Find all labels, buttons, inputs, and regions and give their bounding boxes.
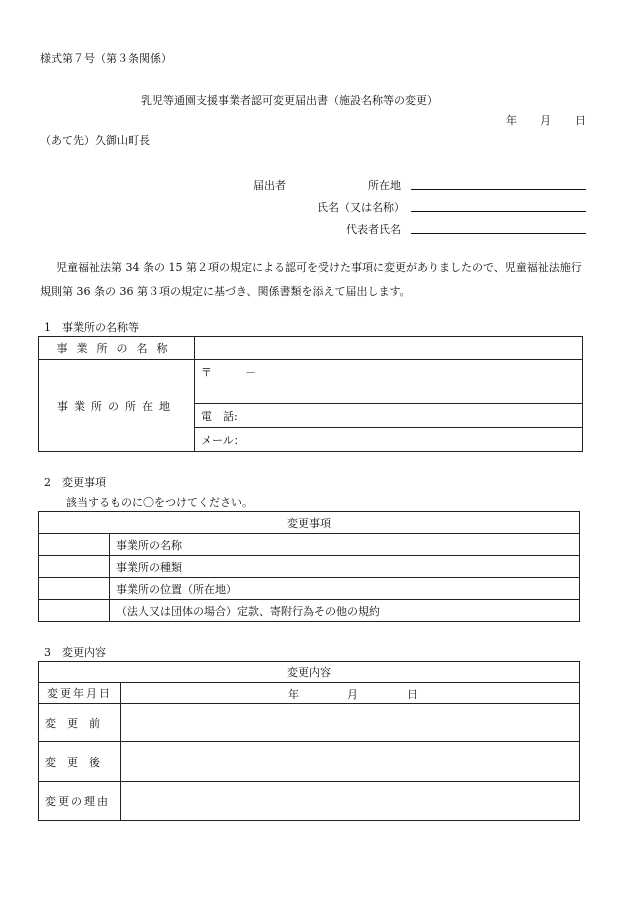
date-day: 日 <box>575 114 586 127</box>
change-date-day: 日 <box>407 688 418 701</box>
change-item: 事業所の名称 <box>110 534 580 556</box>
section1-heading: 1 事業所の名称等 <box>44 321 139 334</box>
mail-label: メール： <box>201 433 245 447</box>
before-label: 変 更 前 <box>39 704 121 742</box>
body-text: 児童福祉法第 34 条の 15 第２項の規定による認可を受けた事項に変更がありましたので、児童福祉法施行規則第 36 条の 36 第３項の規定に基づき、関係書類を添えて届出します。 <box>40 261 582 298</box>
facility-info-table <box>38 336 583 452</box>
postal-mark: 〒 － <box>201 366 256 379</box>
section2-instruction: 該当するものに〇をつけてください。 <box>66 496 253 509</box>
date-year: 年 <box>506 114 517 127</box>
facility-name-label: 事業所の名称 <box>39 337 195 360</box>
addressee: （あて先）久御山町長 <box>40 134 150 147</box>
check-cell-1[interactable] <box>39 534 110 556</box>
phone-label: 電 話: <box>201 409 238 423</box>
after-field[interactable] <box>121 742 580 782</box>
check-cell-3[interactable] <box>39 578 110 600</box>
before-field[interactable] <box>121 704 580 742</box>
reason-field[interactable] <box>121 782 580 821</box>
change-item: 事業所の位置（所在地） <box>110 578 580 600</box>
after-label: 変 更 後 <box>39 742 121 782</box>
change-item: 事業所の種類 <box>110 556 580 578</box>
facility-name-field[interactable] <box>195 337 583 360</box>
change-items-header: 変更事項 <box>39 512 580 534</box>
form-title: 乳児等通園支援事業者認可変更届出書（施設名称等の変更） <box>141 94 438 107</box>
representative-label: 代表者氏名 <box>346 223 401 236</box>
change-items-table <box>38 511 580 622</box>
postal-field[interactable] <box>195 360 583 404</box>
date-month: 月 <box>540 114 551 127</box>
address-label: 所在地 <box>368 179 401 192</box>
reason-label: 変更の理由 <box>39 782 121 821</box>
section2-heading: 2 変更事項 <box>44 476 106 489</box>
change-item: （法人又は団体の場合）定款、寄附行為その他の規約 <box>110 600 580 622</box>
change-date-field[interactable] <box>121 683 580 704</box>
mail-field[interactable] <box>195 428 583 452</box>
check-cell-2[interactable] <box>39 556 110 578</box>
facility-location-label: 事業所の所在地 <box>39 360 195 452</box>
change-details-table <box>38 661 580 821</box>
change-date-label: 変更年月日 <box>39 683 121 704</box>
check-cell-4[interactable] <box>39 600 110 622</box>
change-date-year: 年 <box>288 688 299 701</box>
name-field[interactable] <box>411 211 586 212</box>
section3-heading: 3 変更内容 <box>44 646 106 659</box>
change-details-header: 変更内容 <box>39 662 580 683</box>
submitter-heading: 届出者 <box>253 179 286 192</box>
change-date-month: 月 <box>347 688 358 701</box>
representative-field[interactable] <box>411 233 586 234</box>
form-number: 様式第７号（第３条関係） <box>40 52 172 65</box>
address-field[interactable] <box>411 189 586 190</box>
name-label: 氏名（又は名称） <box>317 201 405 214</box>
phone-field[interactable] <box>195 404 583 428</box>
